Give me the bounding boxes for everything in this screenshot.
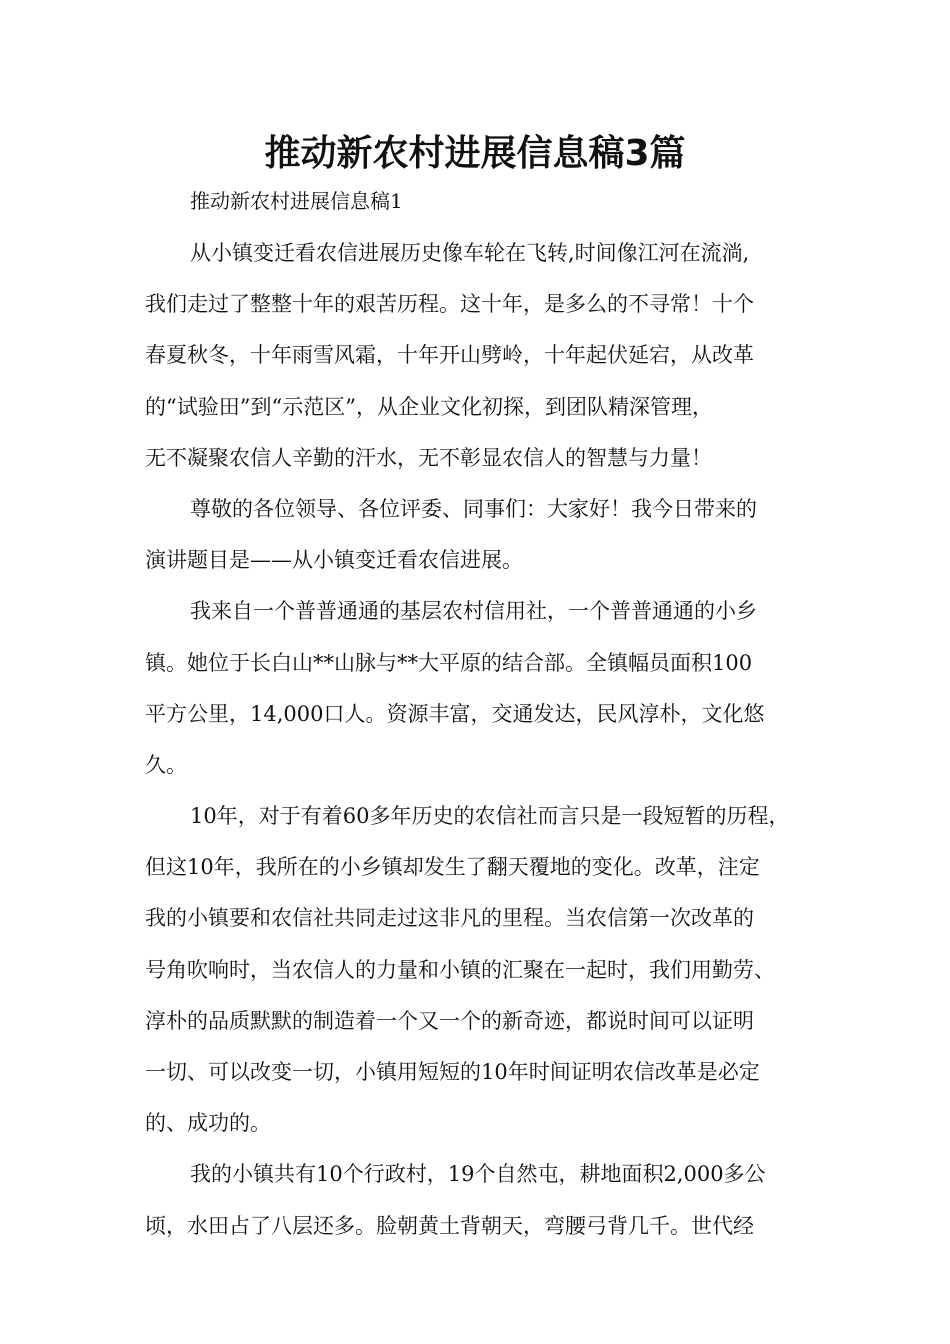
paragraph-line: 淳朴的品质默默的制造着一个又一个的新奇迹，都说时间可以证明 (145, 1008, 754, 1033)
paragraph-line: 但这10年，我所在的小乡镇却发生了翻天覆地的变化。改革，注定 (145, 855, 760, 880)
paragraph-line: 我们走过了整整十年的艰苦历程。这十年，是多么的不寻常！十个 (145, 292, 754, 317)
paragraph-line: 演讲题目是——从小镇变迁看农信进展。 (145, 548, 523, 573)
paragraph-line: 号角吹响时，当农信人的力量和小镇的汇聚在一起时，我们用勤劳、 (145, 957, 775, 982)
paragraph-line: 的“试验田”到“示范区”，从企业文化初探，到团队精深管理， (145, 394, 713, 419)
paragraph-line: 春夏秋冬，十年雨雪风霜，十年开山劈岭，十年起伏延宕，从改革 (145, 343, 754, 368)
paragraph-line: 的、成功的。 (145, 1111, 271, 1136)
paragraph-line: 我的小镇共有10个行政村，19个自然屯，耕地面积2,000多公 (190, 1162, 766, 1187)
document-body (145, 228, 825, 1252)
paragraph (145, 586, 825, 791)
paragraph-line: 镇。她位于长白山**山脉与**大平原的结合部。全镇幅员面积100 (145, 650, 753, 675)
document-title: 推动新农村进展信息稿3篇 (264, 133, 686, 174)
paragraph-line: 一切、可以改变一切，小镇用短短的10年时间证明农信改革是必定 (145, 1060, 760, 1084)
paragraph-line: 从小镇变迁看农信进展历史像车轮在飞转,时间像江河在流淌, (190, 241, 750, 265)
paragraph-line: 平方公里，14,000口人。资源丰富，交通发达，民风淳朴，文化悠 (145, 701, 765, 726)
paragraph (145, 1149, 825, 1251)
paragraph (145, 228, 825, 484)
paragraph-line: 我来自一个普普通通的基层农村信用社，一个普普通通的小乡 (190, 599, 757, 624)
paragraph-line: 我的小镇要和农信社共同走过这非凡的里程。当农信第一次改革的 (145, 906, 754, 931)
paragraph-line: 顷，水田占了八层还多。脸朝黄土背朝天，弯腰弓背几千。世代经 (145, 1213, 754, 1238)
paragraph (145, 484, 825, 586)
paragraph-line: 久。 (145, 752, 187, 777)
paragraph (145, 791, 825, 1149)
section-heading: 推动新农村进展信息稿1 (190, 189, 403, 213)
paragraph-line: 无不凝聚农信人辛勤的汗水，无不彰显农信人的智慧与力量！ (145, 445, 712, 470)
paragraph-line: 尊敬的各位领导、各位评委、同事们：大家好！我今日带来的 (190, 496, 757, 521)
paragraph-line: 10年，对于有着60多年历史的农信社而言只是一段短暂的历程， (190, 804, 790, 829)
